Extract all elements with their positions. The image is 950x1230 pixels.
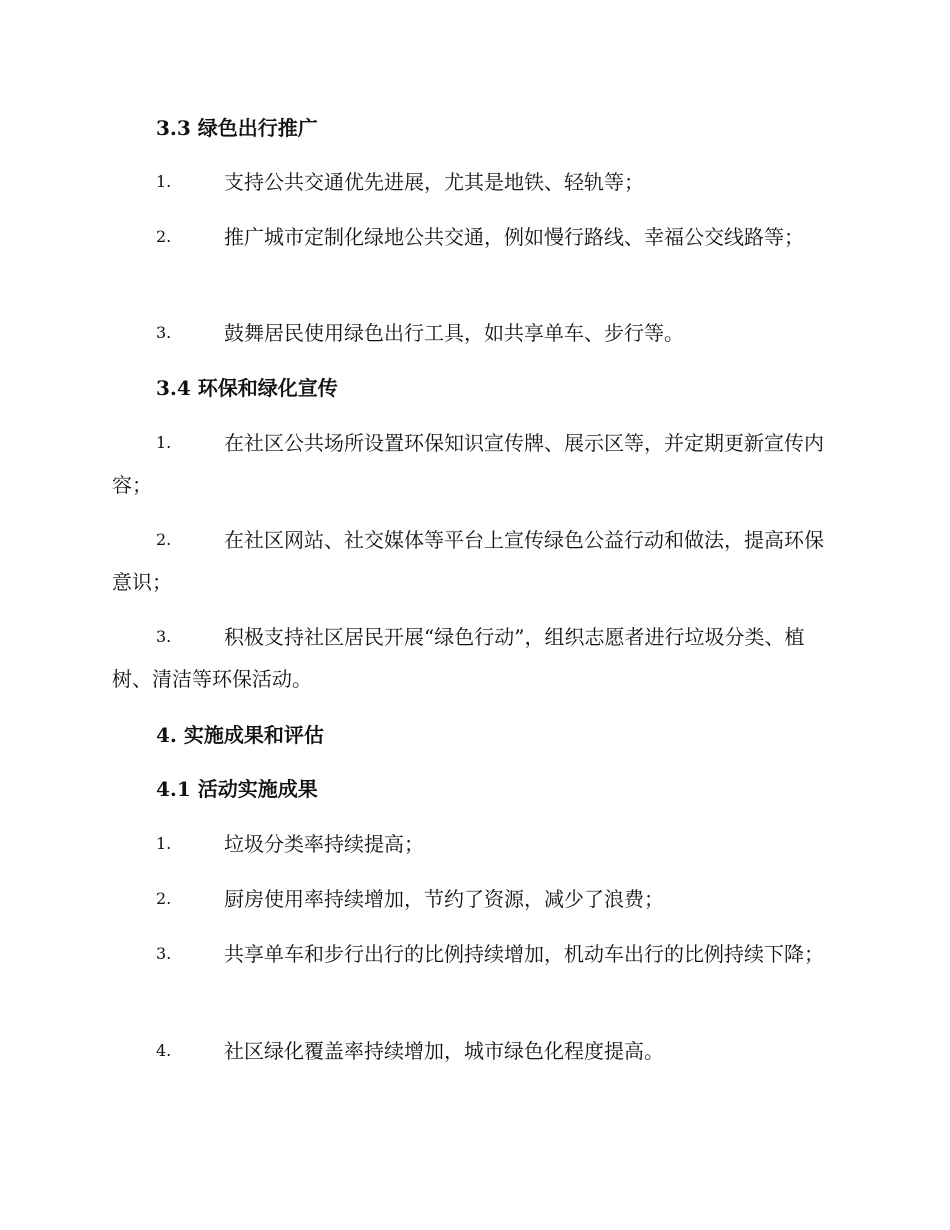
list-item bbox=[112, 933, 834, 975]
list-item bbox=[112, 1030, 834, 1072]
list-item-text: 社区绿化覆盖率持续增加，城市绿色化程度提高。 bbox=[224, 1039, 664, 1063]
list-item bbox=[112, 616, 834, 700]
list-item-text: 垃圾分类率持续提高； bbox=[224, 832, 424, 856]
list-item-number: 3. bbox=[156, 323, 172, 342]
section-heading-4: 4. 实施成果和评估 bbox=[156, 723, 324, 747]
list-item bbox=[112, 422, 834, 506]
list-item-text: 共享单车和步行出行的比例持续增加，机动车出行的比例持续下降； bbox=[224, 942, 824, 966]
list-item-number: 2. bbox=[156, 227, 172, 246]
list-item bbox=[112, 519, 834, 603]
list-item-number: 1. bbox=[156, 433, 172, 452]
list-item-text: 鼓舞居民使用绿色出行工具，如共享单车、步行等。 bbox=[224, 321, 684, 345]
list-item-number: 2. bbox=[156, 889, 172, 908]
list-item-number: 2. bbox=[156, 530, 172, 549]
section-heading-3-4: 3.4 环保和绿化宣传 bbox=[156, 376, 338, 400]
list-item-text: 厨房使用率持续增加，节约了资源，减少了浪费； bbox=[224, 887, 664, 911]
list-item-text: 支持公共交通优先进展，尤其是地铁、轻轨等； bbox=[224, 170, 644, 194]
list-item-text: 在社区网站、社交媒体等平台上宣传绿色公益行动和做法，提高环保意识； bbox=[112, 528, 824, 594]
list-item bbox=[112, 216, 834, 258]
section-heading-4-1: 4.1 活动实施成果 bbox=[156, 777, 318, 801]
list-item-number: 1. bbox=[156, 172, 172, 191]
list-item-number: 4. bbox=[156, 1041, 172, 1060]
list-item-text: 在社区公共场所设置环保知识宣传牌、展示区等，并定期更新宣传内容； bbox=[112, 431, 824, 497]
list-item bbox=[112, 878, 834, 920]
section-heading-3-3: 3.3 绿色出行推广 bbox=[156, 116, 318, 140]
list-item-number: 1. bbox=[156, 834, 172, 853]
list-item-text: 积极支持社区居民开展“绿色行动”，组织志愿者进行垃圾分类、植树、清洁等环保活动。 bbox=[112, 625, 805, 691]
list-item-number: 3. bbox=[156, 944, 172, 963]
list-item bbox=[112, 312, 834, 354]
list-item bbox=[112, 823, 834, 865]
list-item bbox=[112, 161, 834, 203]
list-item-number: 3. bbox=[156, 627, 172, 646]
list-item-text: 推广城市定制化绿地公共交通，例如慢行路线、幸福公交线路等； bbox=[224, 225, 804, 249]
